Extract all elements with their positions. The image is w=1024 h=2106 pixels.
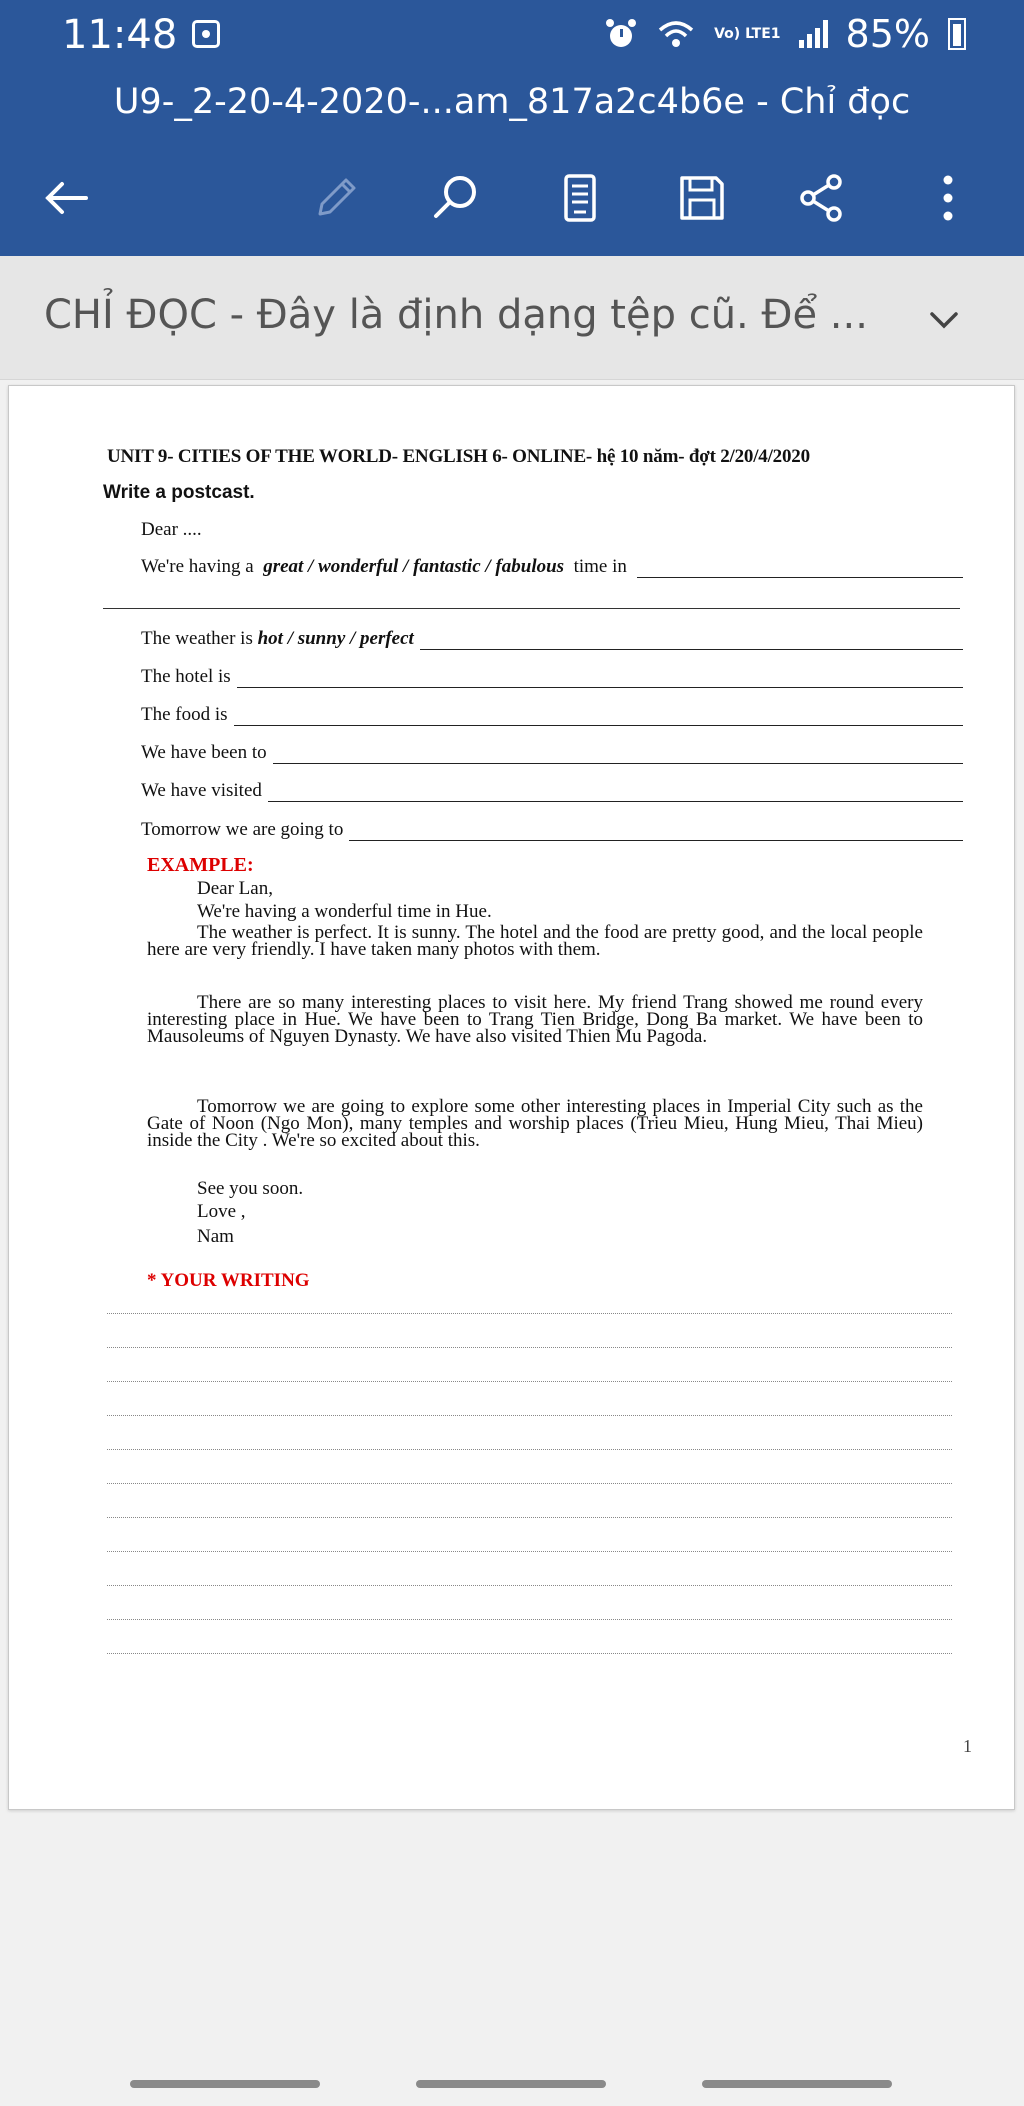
example-closing: Love , xyxy=(197,1201,246,1222)
having-prefix: We're having a xyxy=(141,556,254,577)
weather-prefix: The weather is xyxy=(141,628,253,649)
signal-icon xyxy=(799,20,828,48)
writing-line xyxy=(107,1381,952,1382)
visited-text: We have visited xyxy=(141,780,262,801)
having-line xyxy=(141,556,963,578)
status-bar xyxy=(0,0,1024,72)
edit-button[interactable] xyxy=(300,162,372,234)
writing-line xyxy=(107,1585,952,1586)
example-closing: See you soon. xyxy=(197,1178,304,1199)
writing-line xyxy=(107,1517,952,1518)
blank-line xyxy=(420,632,963,650)
wifi-icon xyxy=(656,18,696,50)
weather-options: hot / sunny / perfect xyxy=(257,628,414,649)
example-paragraph-3: Tomorrow we are going to explore some other interesting places in Imperial City such as the Gate of Noon (Ngo Mon), many temples and worship places (Trieu Mieu, Hung Mieu, Thai Mieu) inside the City . We're so excited about this. xyxy=(147,1096,923,1151)
example-greeting: Dear Lan, xyxy=(197,878,273,899)
clock: 11:48 xyxy=(62,12,178,58)
hotel-text: The hotel is xyxy=(141,666,231,687)
save-button[interactable] xyxy=(666,162,738,234)
system-navigation-bar xyxy=(0,2060,1024,2106)
read-only-banner[interactable] xyxy=(0,256,1024,380)
recent-apps-button[interactable] xyxy=(130,2080,320,2088)
writing-line xyxy=(107,1653,952,1654)
back-arrow-icon xyxy=(38,170,94,226)
having-options: great / wonderful / fantastic / fabulous xyxy=(263,556,565,577)
food-line xyxy=(141,704,963,726)
visited-line xyxy=(141,780,963,802)
your-writing-heading: * YOUR WRITING xyxy=(147,1270,310,1291)
save-icon xyxy=(674,170,730,226)
share-button[interactable] xyxy=(786,162,858,234)
dear-text: Dear .... xyxy=(141,519,202,540)
blank-line xyxy=(268,784,963,802)
search-button[interactable] xyxy=(420,162,492,234)
hotel-line xyxy=(141,666,963,688)
example-signature: Nam xyxy=(197,1226,234,1247)
more-options-button[interactable] xyxy=(912,162,984,234)
document-title: U9-_2-20-4-2020-...am_817a2c4b6e - Chỉ đọc xyxy=(113,82,911,122)
blank-line xyxy=(273,746,963,764)
document-title-bar xyxy=(0,72,1024,142)
dear-line xyxy=(141,519,202,541)
worksheet-subtitle: Write a postcast. xyxy=(103,482,255,503)
blank-line xyxy=(637,560,963,578)
example-paragraph-1: The weather is perfect. It is sunny. The hotel and the food are pretty good, and the local people here are very friendly. I have taken many photos with them. xyxy=(147,922,923,960)
worksheet-title: UNIT 9- CITIES OF THE WORLD- ENGLISH 6- ONLINE- hệ 10 năm- đợt 2/20/4/2020 xyxy=(107,446,810,467)
document-page xyxy=(8,385,1015,1810)
weather-line xyxy=(141,628,963,650)
writing-line xyxy=(107,1313,952,1314)
status-icons xyxy=(604,12,966,56)
writing-line xyxy=(107,1551,952,1552)
tomorrow-text: Tomorrow we are going to xyxy=(141,819,344,840)
back-button[interactable] xyxy=(30,162,102,234)
blank-line xyxy=(349,823,963,841)
writing-line xyxy=(107,1449,952,1450)
blank-line xyxy=(237,670,963,688)
battery-percent: 85% xyxy=(845,12,930,56)
writing-line xyxy=(107,1619,952,1620)
having-suffix: time in xyxy=(573,556,627,577)
battery-icon xyxy=(948,18,966,50)
alarm-icon xyxy=(604,17,638,51)
search-icon xyxy=(428,170,484,226)
example-paragraph-2: There are so many interesting places to visit here. My friend Trang showed me round every interesting place in Hue. We have been to Trang Tien Bridge, Dong Ba market. We have been to Mausoleums of Nguyen Dynasty. We have also visited Thien Mu Pagoda. xyxy=(147,992,923,1047)
writing-line xyxy=(107,1347,952,1348)
notification-icon xyxy=(192,20,220,48)
banner-text: CHỈ ĐỌC - Đây là định dạng tệp cũ. Để ... xyxy=(44,292,868,338)
writing-line xyxy=(107,1415,952,1416)
back-nav-button[interactable] xyxy=(702,2080,892,2088)
home-button[interactable] xyxy=(416,2080,606,2088)
tomorrow-line xyxy=(141,819,963,841)
more-icon xyxy=(920,170,976,226)
been-to-line xyxy=(141,742,963,764)
reading-view-button[interactable] xyxy=(544,162,616,234)
reading-view-icon xyxy=(552,170,608,226)
been-to-text: We have been to xyxy=(141,742,267,763)
example-heading: EXAMPLE: xyxy=(147,854,254,876)
blank-line xyxy=(103,608,960,609)
example-line: We're having a wonderful time in Hue. xyxy=(197,901,492,922)
edit-pencil-icon xyxy=(308,170,364,226)
chevron-down-icon[interactable] xyxy=(920,296,968,344)
writing-line xyxy=(107,1483,952,1484)
share-icon xyxy=(794,170,850,226)
blank-line xyxy=(234,708,963,726)
page-number: 1 xyxy=(963,1736,972,1756)
food-text: The food is xyxy=(141,704,228,725)
network-label: Vo) LTE1 xyxy=(714,26,781,42)
toolbar xyxy=(0,142,1024,256)
